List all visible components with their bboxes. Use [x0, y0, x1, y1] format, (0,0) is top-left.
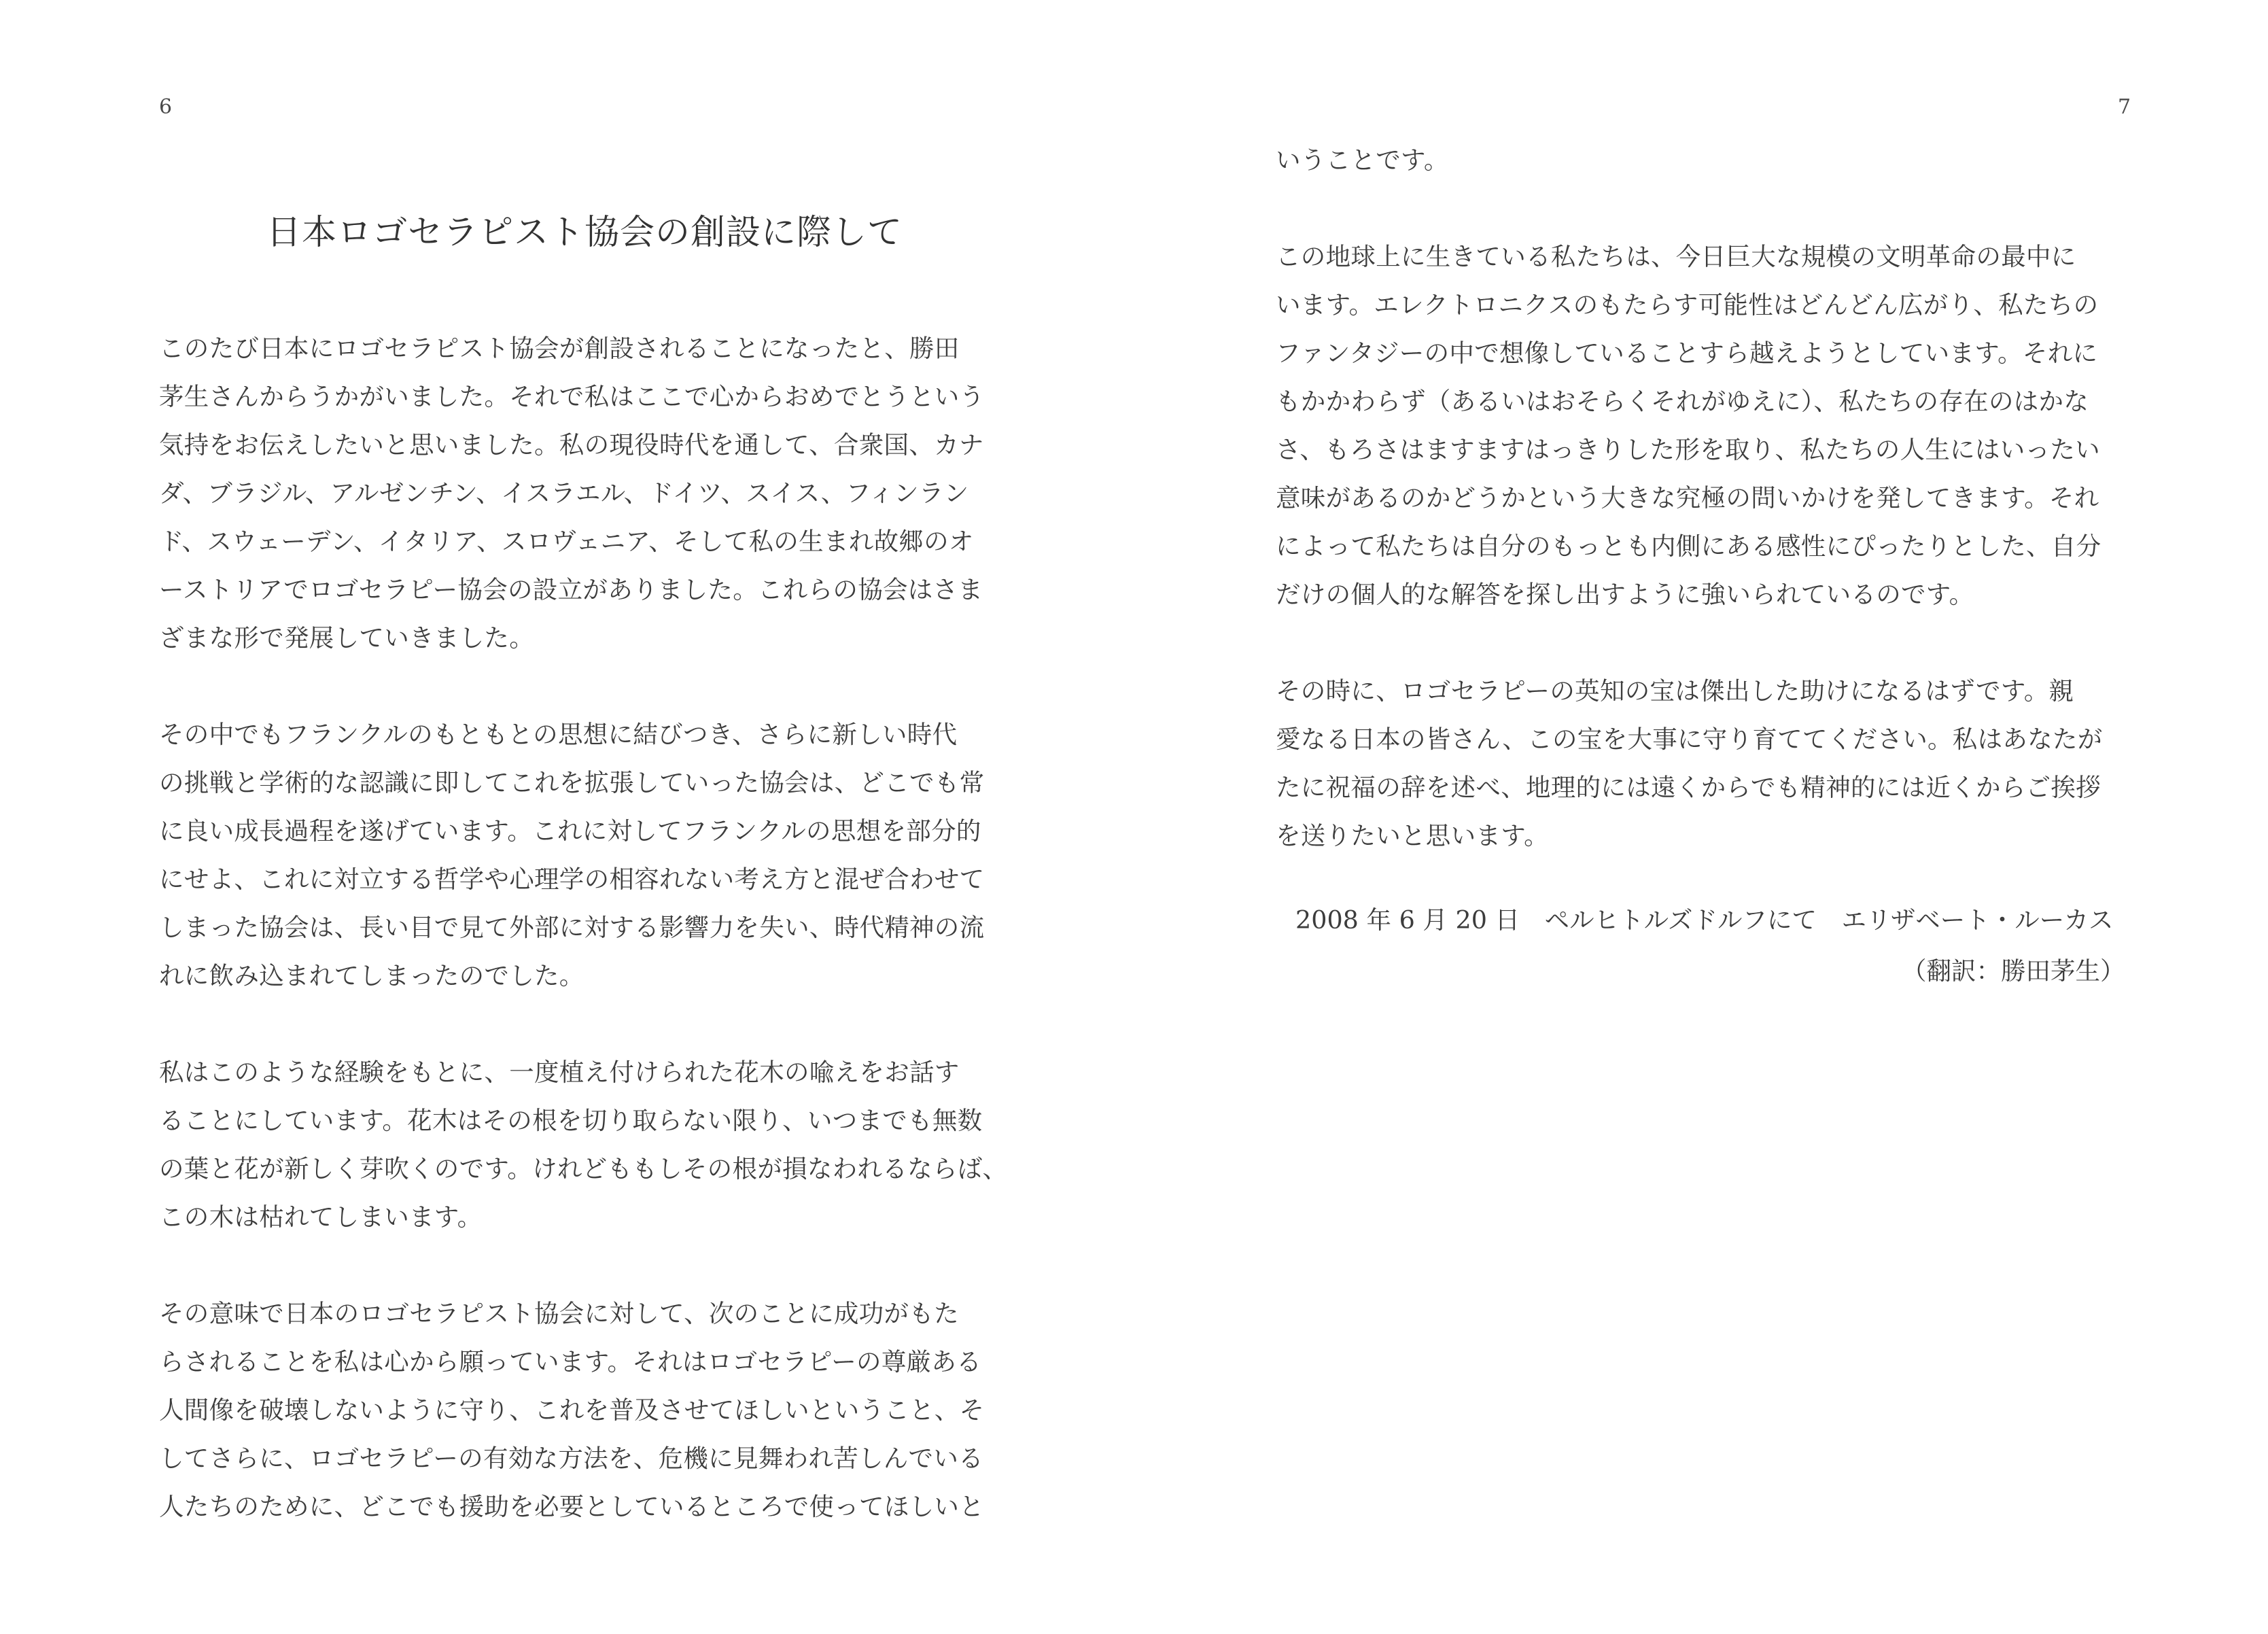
paragraph: [159, 324, 1063, 662]
text-line: の挑戦と学術的な認識に即してこれを拡張していった協会は、どこでも常: [159, 768, 985, 797]
text-line: 私はこのような経験をもとに、一度植え付けられた花木の喩えをお話す: [159, 1058, 960, 1087]
text-line: ダ、ブラジル、アルゼンチン、イスラエル、ドイツ、スイス、フィンラン: [159, 479, 969, 508]
paragraph: [159, 1048, 1063, 1241]
text-line: れに飲み込まれてしまったのでした。: [159, 961, 585, 990]
signature-date-place-author: 2008 年 6 月 20 日 ペルヒトルズドルフにて エリザベート・ルーカス: [1295, 905, 2114, 935]
text-line: 人たちのために、どこでも援助を必要としているところで使ってほしいと: [159, 1492, 985, 1521]
text-line: らされることを私は心から願っています。それはロゴセラピーの尊厳ある: [159, 1347, 982, 1376]
paragraph: [1276, 667, 2180, 860]
paragraph-gap: [159, 1000, 1063, 1048]
text-line: いうことです。: [1276, 145, 1449, 175]
text-line: たに祝福の辞を述べ、地理的には遠くからでも精神的には近くからご挨拶: [1276, 773, 2101, 802]
text-line: その意味で日本のロゴセラピスト協会に対して、次のことに成功がもた: [159, 1299, 959, 1328]
paragraph: [159, 710, 1063, 1000]
text-line: に良い成長過程を遂げています。これに対してフランクルの思想を部分的: [159, 816, 981, 846]
text-line: 意味があるのかどうかという大きな究極の問いかけを発してきます。それ: [1276, 483, 2099, 512]
text-line: その中でもフランクルのもともとの思想に結びつき、さらに新しい時代: [159, 720, 958, 749]
article-title: 日本ロゴセラピスト協会の創設に際して: [266, 213, 903, 253]
text-line: ざまな形で発展していきました。: [159, 623, 534, 653]
paragraph-gap: [159, 662, 1063, 710]
text-line: ファンタジーの中で想像していることすら越えようとしています。それに: [1276, 338, 2098, 368]
text-line: この木は枯れてしまいます。: [159, 1202, 483, 1232]
text-line: にせよ、これに対立する哲学や心理学の相容れない考え方と混ぜ合わせて: [159, 865, 985, 894]
page-number-right: 7: [2118, 95, 2131, 119]
paragraph-gap: [1276, 619, 2180, 667]
text-line: もかかわらず（あるいはおそらくそれがゆえに）、私たちの存在のはかな: [1276, 387, 2089, 416]
text-line: います。エレクトロニクスのもたらす可能性はどんどん広がり、私たちの: [1276, 290, 2099, 319]
text-line: ーストリアでロゴセラピー協会の設立がありました。これらの協会はさま: [159, 575, 983, 604]
paragraph-gap: [1276, 184, 2180, 232]
text-line: ることにしています。花木はその根を切り取らない限り、いつまでも無数: [159, 1106, 983, 1135]
text-line: を送りたいと思います。: [1276, 821, 1549, 850]
text-line: 愛なる日本の皆さん、この宝を大事に守り育ててください。私はあなたが: [1276, 725, 2103, 754]
translator-credit: （翻訳：勝田茅生）: [1902, 956, 2125, 986]
text-line: の葉と花が新しく芽吹くのです。けれどももしその根が損なわれるならば、: [159, 1154, 1008, 1183]
page-number-left: 6: [159, 95, 173, 119]
text-line: 茅生さんからうかがいました。それで私はここで心からおめでとうという: [159, 382, 985, 411]
paragraph: [159, 1289, 1063, 1531]
right-page: [1134, 0, 2268, 1634]
paragraph: [1276, 232, 2180, 619]
text-line: 気持をお伝えしたいと思いました。私の現役時代を通して、合衆国、カナ: [159, 430, 984, 459]
text-line: このたび日本にロゴセラピスト協会が創設されることになったと、勝田: [159, 334, 960, 363]
right-page-body: [1276, 136, 2180, 860]
text-line: してさらに、ロゴセラピーの有効な方法を、危機に見舞われ苦しんでいる: [159, 1444, 983, 1473]
paragraph: [1276, 136, 2180, 184]
text-line: ド、スウェーデン、イタリア、スロヴェニア、そして私の生まれ故郷のオ: [159, 527, 974, 556]
text-line: によって私たちは自分のもっとも内側にある感性にぴったりとした、自分: [1276, 532, 2101, 561]
text-line: 人間像を破壊しないように守り、これを普及させてほしいということ、そ: [159, 1395, 985, 1425]
text-line: この地球上に生きている私たちは、今日巨大な規模の文明革命の最中に: [1276, 242, 2076, 271]
text-line: だけの個人的な解答を探し出すように強いられているのです。: [1276, 580, 1974, 609]
text-line: その時に、ロゴセラピーの英知の宝は傑出した助けになるはずです。親: [1276, 676, 2074, 706]
left-page-body: [159, 324, 1063, 1531]
paragraph-gap: [159, 1241, 1063, 1289]
text-line: さ、もろさはますますはっきりした形を取り、私たちの人生にはいったい: [1276, 435, 2100, 464]
text-line: しまった協会は、長い目で見て外部に対する影響力を失い、時代精神の流: [159, 913, 985, 942]
